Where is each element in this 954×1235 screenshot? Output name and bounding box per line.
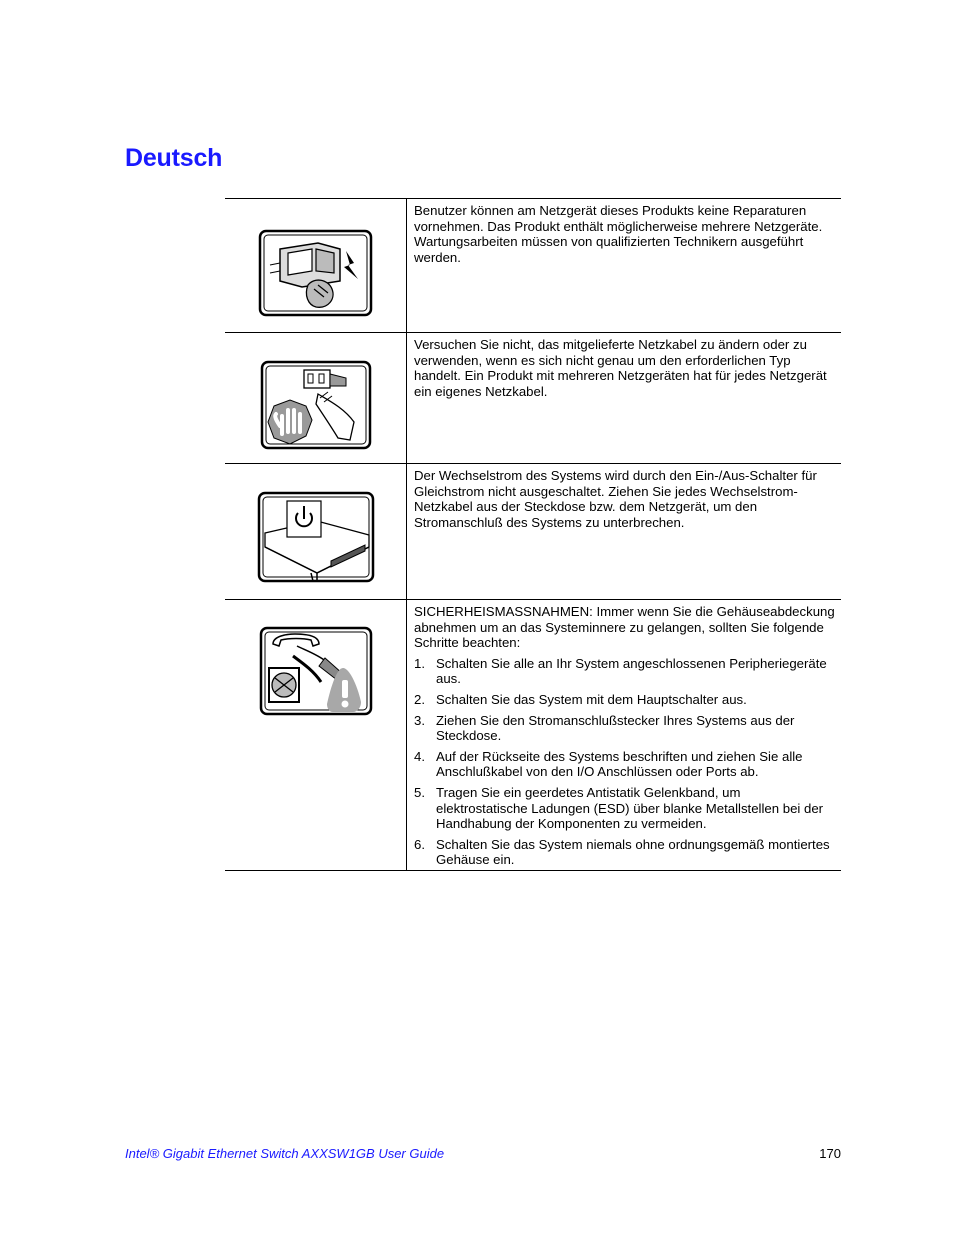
power-cord-stop-icon — [258, 360, 374, 452]
safety-precautions-icon — [257, 626, 375, 718]
step-text: Schalten Sie das System niemals ohne ordnungsgemäß montiertes Gehäuse ein. — [436, 836, 830, 868]
warning-icon-cell — [225, 464, 407, 599]
step-number: 6. — [414, 836, 425, 852]
step-number: 4. — [414, 748, 425, 764]
step-number: 1. — [414, 655, 425, 671]
precaution-steps — [414, 656, 835, 868]
step-number: 3. — [414, 712, 425, 728]
list-item — [414, 692, 835, 708]
page-heading: Deutsch — [125, 144, 223, 172]
list-item — [414, 713, 835, 744]
power-supply-hazard-icon — [258, 229, 374, 319]
warning-text: Benutzer können am Netzgerät dieses Produkts keine Reparaturen vornehmen. Das Produkt enthält möglicherweise mehrere Netzgeräte. Wartungsarbeiten müssen von qualifizierten Technikern ausgeführt werden. — [414, 203, 823, 265]
warning-text: Der Wechselstrom des Systems wird durch den Ein-/Aus-Schalter für Gleichstrom nicht ausgeschaltet. Ziehen Sie jedes Wechselstrom-Netzkabel aus der Steckdose bzw. dem Netzgerät, um den Stromanschluß des Systems zu unterbrechen. — [414, 468, 817, 530]
warnings-table — [225, 198, 841, 871]
list-item — [414, 749, 835, 780]
warning-text-cell — [407, 600, 841, 870]
step-text: Schalten Sie alle an Ihr System angeschlossenen Peripheriegeräte aus. — [436, 655, 827, 687]
warning-row — [225, 199, 841, 333]
warning-text-cell — [407, 199, 841, 332]
step-number: 2. — [414, 691, 425, 707]
list-item — [414, 785, 835, 832]
warning-text-cell — [407, 333, 841, 463]
step-text: Schalten Sie das System mit dem Hauptschalter aus. — [436, 691, 747, 707]
warning-row — [225, 333, 841, 464]
warning-text: Versuchen Sie nicht, das mitgelieferte Netzkabel zu ändern oder zu verwenden, wenn es sich nicht genau um den erforderlichen Typ handelt. Ein Produkt mit mehreren Netzgeräten hat für jedes Netzgerät ein eigenes Netzkabel. — [414, 337, 827, 399]
warning-text-cell — [407, 464, 841, 599]
step-text: Auf der Rückseite des Systems beschriften und ziehen Sie alle Anschlußkabel von den I/O Anschlüssen oder Ports ab. — [436, 748, 803, 780]
warning-icon-cell — [225, 600, 407, 870]
step-text: Tragen Sie ein geerdetes Antistatik Gelenkband, um elektrostatische Ladungen (ESD) über blanke Metallstellen bei der Handhabung der Komponenten zu vermeiden. — [436, 784, 824, 832]
footer-document-title: Intel® Gigabit Ethernet Switch AXXSW1GB User Guide — [125, 1146, 445, 1161]
warning-row — [225, 600, 841, 871]
footer-page-number: 170 — [819, 1146, 841, 1161]
list-item — [414, 837, 835, 868]
power-switch-chassis-icon — [257, 491, 375, 583]
warning-text: SICHERHEISMASSNAHMEN: Immer wenn Sie die Gehäuseabdeckung abnehmen um an das Systeminnere zu gelangen, sollten Sie folgende Schritte beachten: — [414, 604, 835, 651]
warning-icon-cell — [225, 333, 407, 463]
warning-icon-cell — [225, 199, 407, 332]
step-text: Ziehen Sie den Stromanschlußstecker Ihres Systems aus der Steckdose. — [436, 712, 795, 744]
list-item — [414, 656, 835, 687]
warning-row — [225, 464, 841, 600]
step-number: 5. — [414, 784, 425, 800]
